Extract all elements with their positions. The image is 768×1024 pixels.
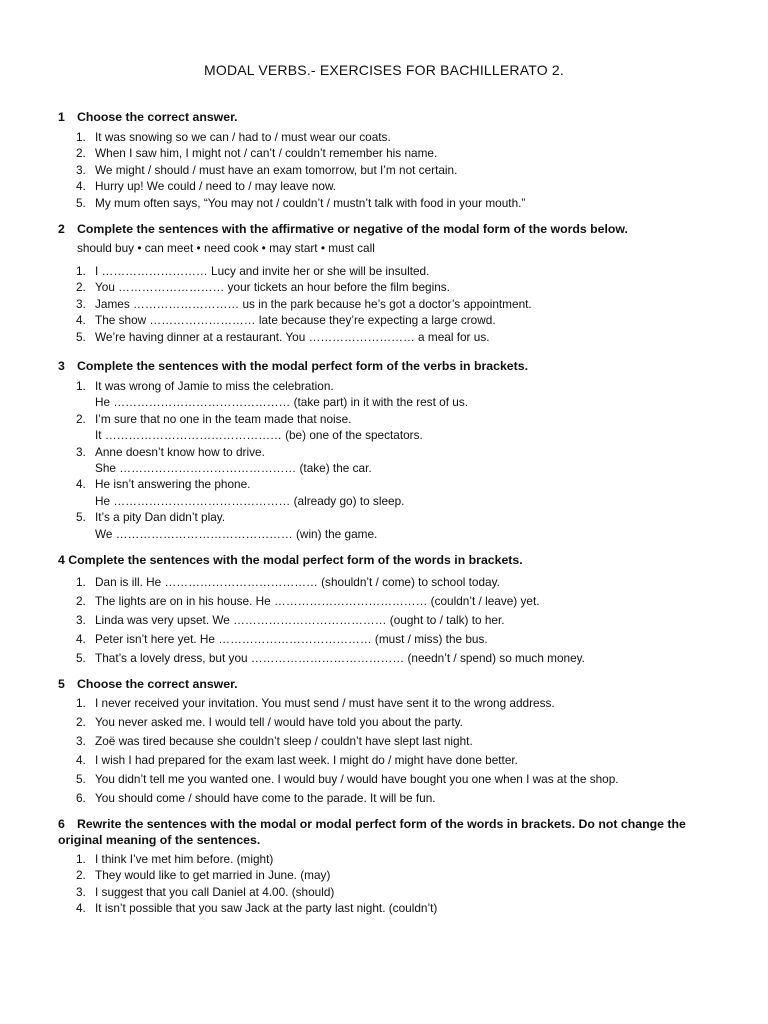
list-item: 6. You should come / should have come to the parade. It will be fun.	[76, 791, 436, 805]
list-item: 4. The show ……………………… late because they’re expecting a large crowd.	[76, 313, 496, 328]
list-item: 3. James ……………………… us in the park because he’s got a doctor’s appointment.	[76, 296, 532, 311]
list-item: 2. You never asked me. I would tell / would have told you about the party.	[76, 715, 463, 729]
list-item: 2. I’m sure that no one in the team made that noise. It ……………………………………… (be) one of the spectators.	[76, 411, 423, 443]
list-item: 5. You didn’t tell me you wanted one. I would buy / would have bought you one when I was at the shop.	[76, 772, 619, 786]
list-item: 2. You ……………………… your tickets an hour before the film begins.	[76, 280, 450, 295]
section-3	[58, 358, 718, 542]
list-item: 4. Hurry up! We could / need to / may leave now.	[76, 179, 337, 194]
word-bank: should buy • can meet • need cook • may start • must call	[77, 241, 375, 255]
list-item: 5. It’s a pity Dan didn’t play. We ……………………………………… (win) the game.	[76, 510, 378, 541]
list-item: 4. It isn’t possible that you saw Jack at the party last night. (couldn’t)	[76, 901, 438, 916]
list-item: 1. I ……………………… Lucy and invite her or she will be insulted.	[76, 264, 430, 278]
item-list	[58, 263, 718, 345]
list-item: 4. Peter isn’t here yet. He ………………………………… (must / miss) the bus.	[76, 632, 488, 646]
section-1	[58, 109, 718, 211]
section-heading: 6 Rewrite the sentences with the modal or modal perfect form of the words in brackets. Do not change the original meaning of the sentences.	[58, 817, 686, 847]
item-list	[58, 573, 718, 668]
section-heading: 3 Complete the sentences with the modal perfect form of the verbs in brackets.	[58, 359, 528, 373]
list-item: 4. I wish I had prepared for the exam last week. I might do / might have done better.	[76, 753, 518, 767]
section-heading: 2 Complete the sentences with the affirmative or negative of the modal form of the words below.	[58, 222, 628, 236]
list-item: 5. That’s a lovely dress, but you ………………………………… (needn’t / spend) so much money.	[76, 651, 585, 665]
page-title: MODAL VERBS.- EXERCISES FOR BACHILLERATO 2.	[204, 62, 564, 78]
item-list	[58, 129, 718, 211]
section-4	[58, 552, 718, 668]
section-2	[58, 221, 718, 345]
list-item: 1. Dan is ill. He ………………………………… (shouldn’t / come) to school today.	[76, 575, 500, 589]
section-6	[58, 816, 718, 917]
list-item: 2. They would like to get married in June. (may)	[76, 868, 331, 883]
list-item: 2. When I saw him, I might not / can’t / couldn’t remember his name.	[76, 146, 438, 161]
list-item: 1. I never received your invitation. You must send / must have sent it to the wrong address.	[76, 696, 555, 710]
section-5	[58, 676, 718, 808]
list-item: 3. Linda was very upset. We ………………………………… (ought to / talk) to her.	[76, 613, 505, 627]
list-item: 4. He isn’t answering the phone. He ……………………………………… (already go) to sleep.	[76, 477, 405, 508]
list-item: 1. It was snowing so we can / had to / must wear our coats.	[76, 130, 391, 144]
list-item: 2. The lights are on in his house. He ………………………………… (couldn’t / leave) yet.	[76, 594, 540, 608]
item-list	[58, 378, 718, 542]
list-item: 3. Zoë was tired because she couldn’t sleep / couldn’t have slept last night.	[76, 734, 473, 748]
list-item: 1. I think I’ve met him before. (might)	[76, 852, 274, 866]
list-item: 1. It was wrong of Jamie to miss the celebration. He ……………………………………… (take part) in it with the rest of us.	[76, 379, 468, 410]
section-heading: 5 Choose the correct answer.	[58, 677, 238, 691]
list-item: 3. We might / should / must have an exam tomorrow, but I’m not certain.	[76, 162, 458, 177]
item-list	[58, 851, 718, 917]
list-item: 5. My mum often says, “You may not / couldn’t / mustn’t talk with food in your mouth.”	[76, 195, 526, 210]
section-heading: 4 Complete the sentences with the modal perfect form of the words in brackets.	[58, 553, 523, 567]
list-item: 3. Anne doesn’t know how to drive. She ……………………………………… (take) the car.	[76, 444, 372, 476]
list-item: 3. I suggest that you call Daniel at 4.00. (should)	[76, 884, 335, 899]
list-item: 5. We’re having dinner at a restaurant. You ……………………… a meal for us.	[76, 329, 490, 344]
section-heading: 1 Choose the correct answer.	[58, 110, 238, 124]
item-list	[58, 694, 718, 808]
